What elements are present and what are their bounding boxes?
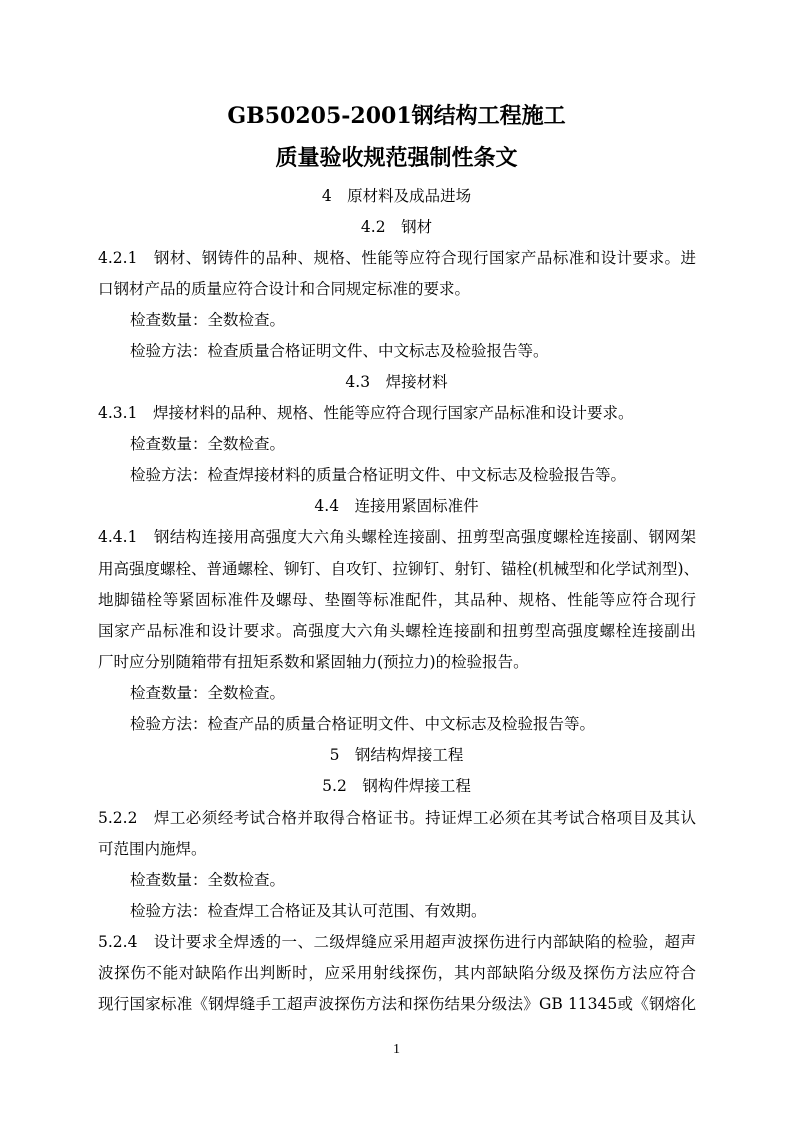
- inspection-quantity: 检查数量：全数检查。: [130, 871, 286, 889]
- section-heading-4-2: 4.2 钢材: [360, 218, 433, 236]
- chapter-heading-4: 4 原材料及成品进场: [321, 187, 472, 205]
- clause-4-2-1-line2: 口钢材产品的质量应符合设计和合同规定标准的要求。: [98, 280, 471, 298]
- document-title-line1: GB50205-2001钢结构工程施工: [227, 103, 566, 129]
- inspection-quantity: 检查数量：全数检查。: [130, 435, 286, 453]
- clause-5-2-2-line1: 5.2.2 焊工必须经考试合格并取得合格证书。持证焊工必须在其考试合格项目及其认: [98, 809, 696, 827]
- section-heading-5-2: 5.2 钢构件焊接工程: [322, 777, 471, 795]
- inspection-method: 检验方法：检查焊工合格证及其认可范围、有效期。: [130, 902, 487, 920]
- clause-4-4-1-line3: 地脚锚栓等紧固标准件及螺母、垫圈等标准配件，其品种、规格、性能等应符合现行: [98, 591, 696, 609]
- clause-5-2-4-line2: 波探伤不能对缺陷作出判断时，应采用射线探伤，其内部缺陷分级及探伤方法应符合: [98, 964, 696, 982]
- clause-4-4-1-line5: 厂时应分别随箱带有扭矩系数和紧固轴力(预拉力)的检验报告。: [98, 653, 529, 671]
- page-number: 1: [393, 1042, 400, 1057]
- inspection-method: 检验方法：检查产品的质量合格证明文件、中文标志及检验报告等。: [130, 715, 596, 733]
- inspection-quantity: 检查数量：全数检查。: [130, 311, 286, 329]
- clause-4-3-1: 4.3.1 焊接材料的品种、规格、性能等应符合现行国家产品标准和设计要求。: [98, 404, 634, 422]
- inspection-method: 检验方法：检查焊接材料的质量合格证明文件、中文标志及检验报告等。: [130, 466, 627, 484]
- section-heading-4-3: 4.3 焊接材料: [345, 373, 448, 391]
- clause-4-4-1-line2: 用高强度螺栓、普通螺栓、铆钉、自攻钉、拉铆钉、射钉、锚栓(机械型和化学试剂型)、: [98, 560, 700, 578]
- section-heading-4-4: 4.4 连接用紧固标准件: [314, 497, 479, 515]
- document-title-line2: 质量验收规范强制性条文: [275, 145, 518, 171]
- clause-5-2-4-line1: 5.2.4 设计要求全焊透的一、二级焊缝应采用超声波探伤进行内部缺陷的检验，超声: [98, 933, 696, 951]
- clause-4-2-1-line1: 4.2.1 钢材、钢铸件的品种、规格、性能等应符合现行国家产品标准和设计要求。进: [98, 249, 696, 267]
- chapter-heading-5: 5 钢结构焊接工程: [329, 746, 464, 764]
- clause-4-4-1-line4: 国家产品标准和设计要求。高强度大六角头螺栓连接副和扭剪型高强度螺栓连接副出: [98, 622, 696, 640]
- inspection-quantity: 检查数量：全数检查。: [130, 684, 286, 702]
- inspection-method: 检验方法：检查质量合格证明文件、中文标志及检验报告等。: [130, 342, 549, 360]
- clause-5-2-2-line2: 可范围内施焊。: [98, 840, 207, 858]
- clause-4-4-1-line1: 4.4.1 钢结构连接用高强度大六角头螺栓连接副、扭剪型高强度螺栓连接副、钢网架: [98, 528, 696, 546]
- clause-5-2-4-line3: 现行国家标准《钢焊缝手工超声波探伤方法和探伤结果分级法》GB 11345或《钢熔化: [98, 995, 696, 1013]
